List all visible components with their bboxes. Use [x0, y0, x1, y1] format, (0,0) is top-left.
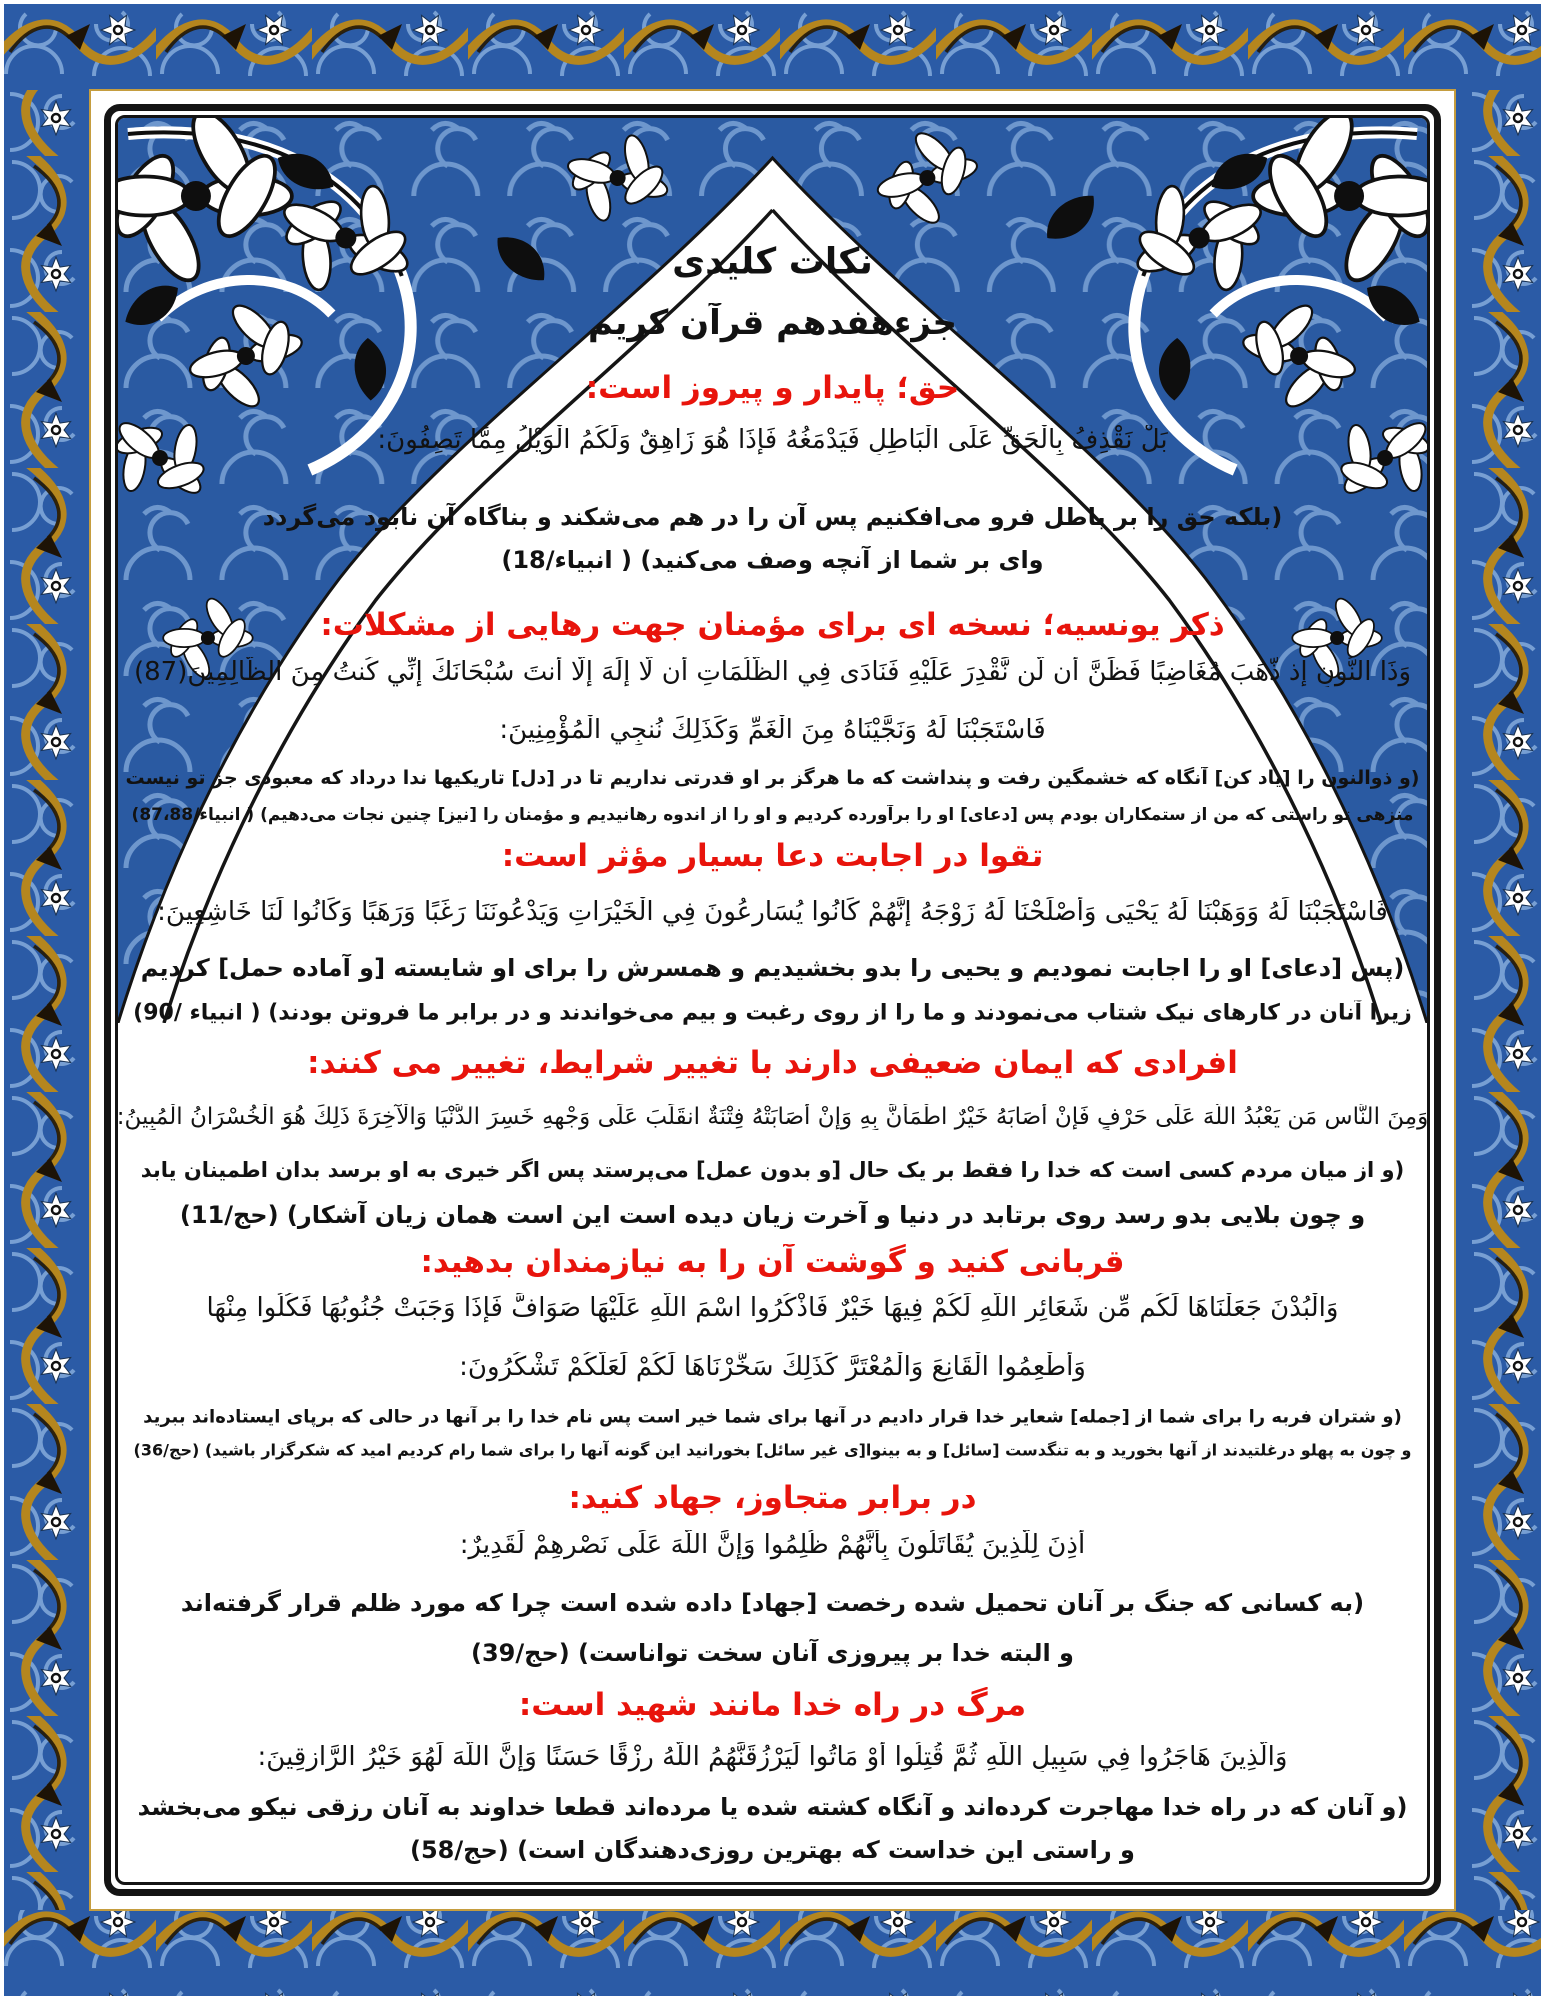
persian-translation: و راستی این خداست که بهترین روزی‌دهندگان است) (حج/58) [410, 1836, 1135, 1864]
arabic-verse: أُذِنَ لِلَّذِينَ يُقَاتَلُونَ بِأَنَّهُمْ ظُلِمُوا وَإِنَّ اللَّهَ عَلَى نَصْرِهِمْ لَقَدِيرٌ: [459, 1530, 1086, 1560]
arabic-verse: فَاسْتَجَبْنَا لَهُ وَنَجَّيْنَاهُ مِنَ الْغَمِّ وَكَذَلِكَ نُنجِي الْمُؤْمِنِينَ: [499, 715, 1046, 745]
persian-translation: وای بر شما از آنچه وصف می‌کنید) ( انبیاء/18) [501, 546, 1044, 574]
arabic-verse: وَمِنَ النَّاسِ مَن يَعْبُدُ اللَّهَ عَلَى حَرْفٍ فَإِنْ أَصَابَهُ خَيْرٌ اطْمَأَنَّ بِهِ وَإِنْ أَصَابَتْهُ فِتْنَةٌ انقَلَبَ عَلَى وَجْهِهِ خَسِرَ الدُّنْيَا وَالْآخِرَةَ ذَلِكَ هُوَ الْخُسْرَانُ الْمُبِينُ: [116, 1104, 1429, 1130]
persian-translation: (و از میان مردم کسی است که خدا را فقط بر یک حال [و بدون عمل] می‌پرستد پس اگر خیری به او برسد بدان اطمینان یابد [140, 1158, 1405, 1182]
doc-subtitle: جزءهفدهم قرآن کریم [587, 303, 958, 343]
section-heading: تقوا در اجابت دعا بسیار مؤثر است: [501, 838, 1044, 874]
arabic-verse: فَاسْتَجَبْنَا لَهُ وَوَهَبْنَا لَهُ يَحْيَى وَأَصْلَحْنَا لَهُ زَوْجَهُ إِنَّهُمْ كَانُوا يُسَارِعُونَ فِي الْخَيْرَاتِ وَيَدْعُونَنَا رَغَبًا وَرَهَبًا وَكَانُوا لَنَا خَاشِعِينَ: [157, 897, 1388, 927]
persian-translation: (و ذوالنون را [یاد کن] آنگاه که خشمگین رفت و پنداشت که ما هرگز بر او قدرتی نداریم تا در [دل] تاریکیها ندا درداد که معبودی جز تو نیست [125, 767, 1420, 789]
persian-translation: (به کسانی که جنگ بر آنان تحمیل شده رخصت [جهاد] داده شده است چرا که مورد ظلم قرار گرفته‌اند [180, 1589, 1365, 1617]
section-heading: حق؛ پایدار و پیروز است: [585, 370, 960, 406]
arabic-verse: وَالَّذِينَ هَاجَرُوا فِي سَبِيلِ اللَّهِ ثُمَّ قُتِلُوا أَوْ مَاتُوا لَيَرْزُقَنَّهُمُ اللَّهُ رِزْقًا حَسَنًا وَإِنَّ اللَّهَ لَهُوَ خَيْرُ الرَّازِقِينَ: [257, 1742, 1288, 1772]
persian-translation: و چون بلایی بدو رسد روی برتابد در دنیا و آخرت زیان دیده است این است همان زیان آشکار) (حج/11) [179, 1201, 1366, 1229]
persian-translation: زیرا آنان در کارهای نیک شتاب می‌نمودند و ما را از روی رغبت و بیم می‌خواندند و در برابر ما فروتن بودند) ( انبیاء /90) [133, 1000, 1412, 1026]
section-heading: ذکر یونسیه؛ نسخه ای برای مؤمنان جهت رهایی از مشکلات: [320, 607, 1225, 643]
persian-translation: (و آنان که در راه خدا مهاجرت کرده‌اند و آنگاه کشته شده یا مرده‌اند قطعا خداوند به آنان رزقی نیکو می‌بخشد [137, 1793, 1408, 1821]
section-heading: قربانی کنید و گوشت آن را به نیازمندان بدهید: [420, 1244, 1125, 1280]
section-heading: مرگ در راه خدا مانند شهید است: [518, 1687, 1027, 1723]
arabic-verse: وَأَطْعِمُوا الْقَانِعَ وَالْمُعْتَرَّ كَذَلِكَ سَخَّرْنَاهَا لَكُمْ لَعَلَّكُمْ تَشْكُرُونَ: [459, 1352, 1086, 1382]
doc-title: نکات کلیدی [672, 241, 873, 283]
section-heading: افرادی که ایمان ضعیفی دارند با تغییر شرایط، تغییر می کنند: [307, 1045, 1238, 1081]
arabic-verse: بَلْ نَقْذِفُ بِالْحَقِّ عَلَى الْبَاطِلِ فَيَدْمَغُهُ فَإِذَا هُوَ زَاهِقٌ وَلَكُمُ الْوَيْلُ مِمَّا تَصِفُونَ: [377, 425, 1168, 455]
section-heading: در برابر متجاوز، جهاد کنید: [568, 1480, 977, 1516]
arabic-verse: وَالْبُدْنَ جَعَلْنَاهَا لَكُم مِّن شَعَائِرِ اللَّهِ لَكُمْ فِيهَا خَيْرٌ فَاذْكُرُوا اسْمَ اللَّهِ عَلَيْهَا صَوَافَّ فَإِذَا وَجَبَتْ جُنُوبُهَا فَكُلُوا مِنْهَا [206, 1293, 1339, 1323]
persian-translation: (بلکه حق را بر باطل فرو می‌افکنیم پس آن را در هم می‌شکند و بناگاه آن نابود می‌گردد [262, 503, 1283, 531]
persian-translation: و البته خدا بر پیروزی آنان سخت تواناست) (حج/39) [471, 1639, 1074, 1667]
arabic-verse: وَذَا النُّونِ إِذ ذَّهَبَ مُغَاضِبًا فَظَنَّ أَن لَّن نَّقْدِرَ عَلَيْهِ فَنَادَى فِي الظُّلُمَاتِ أَن لَّا إِلَهَ إِلَّا أَنتَ سُبْحَانَكَ إِنِّي كُنتُ مِنَ الظَّالِمِينَ(87) [133, 657, 1412, 687]
persian-translation: (پس [دعای] او را اجابت نمودیم و یحیی را بدو بخشیدیم و همسرش را برای او شایسته [و آماده حمل] کردیم [140, 954, 1405, 982]
persian-translation: منزهی تو راستی که من از ستمکاران بودم پس [دعای] او را برآورده کردیم و او را از اندوه رهانیدیم و مؤمنان را [نیز] چنین نجات می‌دهیم) ( انبیاء/87،88) [131, 805, 1414, 825]
persian-translation: و چون به پهلو درغلتیدند از آنها بخورید و به تنگدست [سائل] و به بینوا[ی غیر سائل] بخورانید این گونه آنها را برای شما رام کردیم امید که شکرگزار باشید) (حج/36) [133, 1440, 1412, 1460]
persian-translation: (و شتران فربه را برای شما از [جمله] شعایر خدا قرار دادیم در آنها برای شما خیر است پس نام خدا را بر آنها در حالی که برپای ایستاده‌اند ببرید [143, 1406, 1402, 1428]
